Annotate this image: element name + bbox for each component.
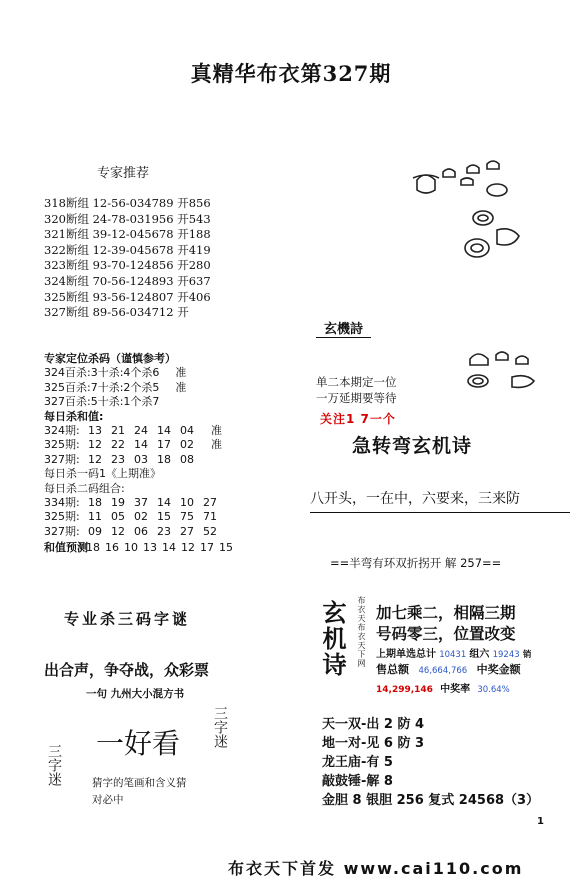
poem2-total-line: 售总额 46,664,766 中奖金额: [376, 663, 521, 676]
number-cell: 12: [88, 452, 102, 466]
page-number: 1: [537, 816, 544, 827]
number-cell: 10: [180, 496, 194, 510]
number-cell: 10: [124, 541, 138, 555]
number-cell: 325期:: [44, 510, 80, 524]
poem2-sales-line: 上期单选总计 10431 组六 19243 销: [376, 649, 532, 660]
tip-line: 天一双-出 2 防 4: [322, 717, 425, 732]
one-code: 每日杀一码1《上期准》: [44, 467, 161, 481]
sum-row: [44, 453, 244, 467]
three-row: [44, 496, 244, 510]
expert-line: 325断组 93-56-124807 开406: [44, 289, 211, 304]
number-cell: 334期:: [44, 496, 80, 510]
poem2-line1: 加七乘二，相隔三期: [376, 604, 516, 622]
number-cell: 08: [180, 452, 194, 466]
riddle-side-left: 三字迷: [46, 744, 62, 786]
sum-row: [44, 424, 244, 438]
number-cell: 24: [134, 424, 148, 438]
number-cell: 27: [203, 496, 217, 510]
sum-row: [44, 438, 244, 452]
number-cell: 02: [180, 438, 194, 452]
number-cell: 11: [88, 510, 102, 524]
number-cell: 37: [134, 496, 148, 510]
number-cell: 13: [143, 541, 157, 555]
tips-list: [322, 715, 539, 810]
poem2-small-vertical: 布衣天布衣天下网: [357, 596, 366, 668]
number-cell: 12: [88, 438, 102, 452]
number-cell: 23: [157, 524, 171, 538]
kill-line: 325百杀:7十杀:2个杀5 准: [44, 380, 187, 394]
expert-line: 324断组 70-56-124893 开637: [44, 273, 211, 288]
number-cell: 03: [134, 452, 148, 466]
poem2-line2: 号码零三，位置改变: [376, 625, 516, 643]
tip-line: 金胆 8 银胆 256 复式 24568（3）: [322, 793, 540, 808]
number-cell: 18: [86, 541, 100, 555]
number-cell: 准: [211, 424, 222, 438]
teapot-small-icon: [450, 345, 560, 395]
riddle-hint2: 对必中: [92, 794, 124, 806]
poem2-rate-line: 14,299,146 中奖率 30.64%: [376, 684, 510, 695]
three-row: [44, 510, 244, 524]
number-cell: 准: [211, 438, 222, 452]
footer-text: 布衣天下首发 www.cai110.com: [228, 859, 524, 878]
expert-line: 322断组 12-39-045678 开419: [44, 242, 211, 257]
sum-title: 每日杀和值:: [44, 409, 104, 423]
number-cell: 27: [180, 524, 194, 538]
number-cell: 14: [157, 424, 171, 438]
tip-line: 龙王庙-有 5: [322, 755, 393, 770]
number-cell: 15: [157, 510, 171, 524]
number-cell: 71: [203, 510, 217, 524]
tip-line: 地一对-见 6 防 3: [322, 736, 425, 751]
riddle-title: 专业杀三码字谜: [64, 610, 191, 628]
number-cell: 21: [111, 424, 125, 438]
three-row: [44, 525, 244, 539]
number-cell: 14: [162, 541, 176, 555]
number-cell: 15: [219, 541, 233, 555]
riddle-side-right: 三字迷: [212, 706, 228, 748]
number-cell: 12: [181, 541, 195, 555]
number-cell: 04: [180, 424, 194, 438]
poem2-big-vertical: 玄机诗: [318, 600, 346, 678]
kill-line: 327百杀:5十杀:1个杀7: [44, 395, 160, 409]
three-title: 每日杀二码组合:: [44, 481, 125, 495]
poem1-line2: 一万延期要等待: [316, 391, 397, 405]
riddle-big-char: 一好看: [96, 727, 181, 760]
kill-section: [44, 352, 244, 556]
number-cell: 18: [157, 452, 171, 466]
number-cell: 18: [88, 496, 102, 510]
number-cell: 12: [111, 524, 125, 538]
poem1-title: 玄機詩: [316, 318, 371, 338]
expert-line: 323断组 93-70-124856 开280: [44, 258, 211, 273]
expert-list: [44, 196, 211, 321]
divider: [310, 512, 570, 513]
poem1-headline: 急转弯玄机诗: [352, 435, 473, 457]
number-cell: 325期:: [44, 438, 80, 452]
number-cell: 14: [157, 496, 171, 510]
poem1-follow: 关注1 7一个: [320, 412, 396, 426]
number-cell: 22: [111, 438, 125, 452]
number-cell: 17: [200, 541, 214, 555]
three-rows: [44, 496, 244, 539]
number-cell: 09: [88, 524, 102, 538]
number-cell: 02: [134, 510, 148, 524]
number-cell: 06: [134, 524, 148, 538]
number-cell: 05: [111, 510, 125, 524]
number-cell: 13: [88, 424, 102, 438]
number-cell: 17: [157, 438, 171, 452]
number-cell: 16: [105, 541, 119, 555]
number-cell: 23: [111, 452, 125, 466]
poem1-verse: 八开头，一在中，六要来，三来防: [310, 491, 520, 507]
number-cell: 75: [180, 510, 194, 524]
page-title: 真精华布衣第327期: [190, 61, 392, 86]
riddle-line2: 一句 九州大小混方书: [86, 688, 185, 700]
expert-line: 320断组 24-78-031956 开543: [44, 211, 211, 226]
poem1-half-turn: ==半弯有环双折拐开 解 257==: [330, 556, 502, 570]
expert-title: 专家推荐: [97, 166, 150, 181]
number-cell: 327期:: [44, 524, 80, 538]
kill-title: 专家定位杀码（谨慎参考）: [44, 352, 176, 365]
teapot-illustration-icon: [405, 150, 555, 285]
poem1-line1: 单二本期定一位: [316, 375, 397, 389]
hezhi-row: 和值预测 18 16 10 13 14 12 17 15: [44, 541, 244, 555]
riddle-line1: 出合声，争夺战，众彩票: [44, 661, 210, 679]
number-cell: 52: [203, 524, 217, 538]
expert-line: 327断组 89-56-034712 开: [44, 305, 189, 320]
number-cell: 19: [111, 496, 125, 510]
number-cell: 324期:: [44, 424, 80, 438]
riddle-hint1: 猜字的笔画和含义猜: [92, 777, 187, 789]
expert-line: 318断组 12-56-034789 开856: [44, 196, 211, 210]
number-cell: 14: [134, 438, 148, 452]
kill-line: 324百杀:3十杀:4个杀6 准: [44, 366, 187, 380]
expert-line: 321断组 39-12-045678 开188: [44, 227, 211, 242]
tip-line: 敲鼓锤-解 8: [322, 774, 393, 789]
number-cell: 327期:: [44, 452, 80, 466]
sum-rows: [44, 424, 244, 467]
number-cell: [211, 453, 231, 467]
